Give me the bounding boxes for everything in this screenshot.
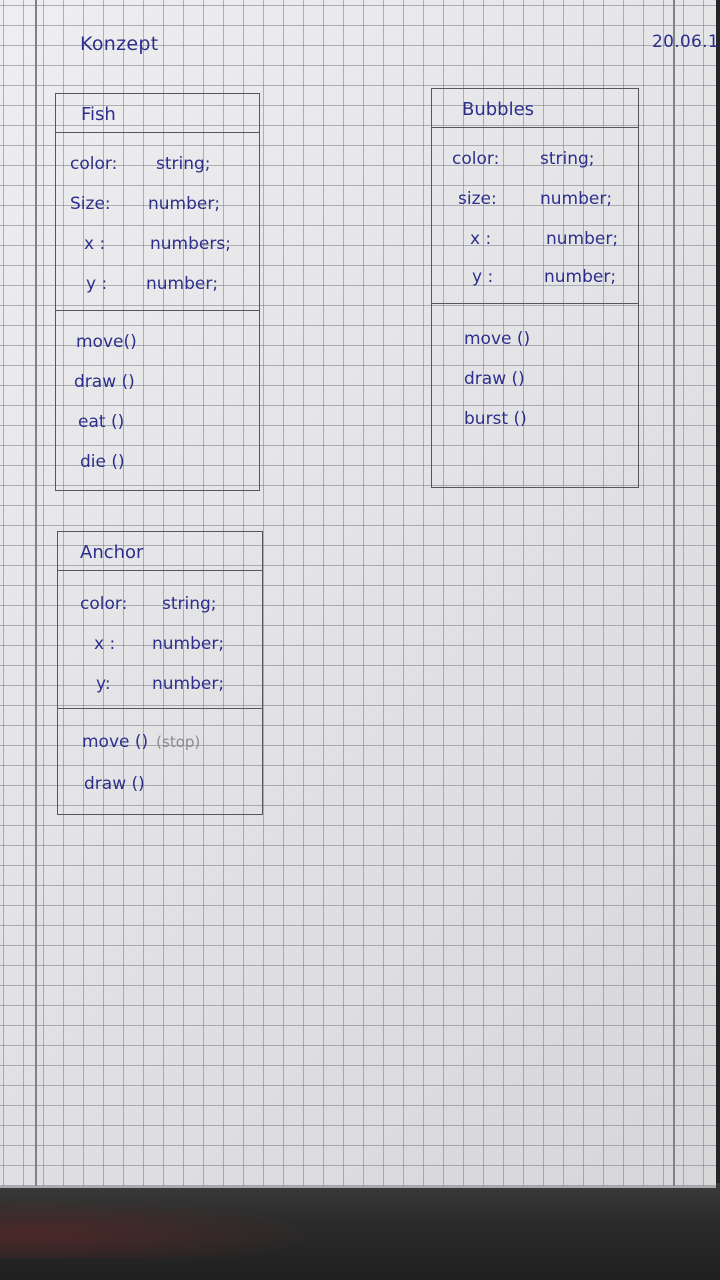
- attribute-colon: :: [111, 154, 118, 174]
- method-row: eat (): [78, 412, 125, 432]
- attribute-type: string;: [162, 594, 217, 614]
- table-surface: [0, 1183, 720, 1280]
- attribute-name: Size: [70, 194, 105, 214]
- attribute-row: [470, 229, 619, 249]
- attribute-name: x: [470, 229, 481, 249]
- right-margin-line: [673, 0, 675, 1186]
- method-name: move (): [82, 732, 149, 752]
- attribute-type: number;: [152, 634, 225, 654]
- class-divider: [56, 310, 259, 311]
- left-margin-line: [35, 0, 37, 1186]
- attribute-colon: :: [490, 189, 497, 209]
- class-divider: [56, 132, 259, 133]
- attribute-colon: :: [493, 149, 500, 169]
- method-row: draw (): [464, 369, 525, 389]
- class-name-fish: Fish: [81, 104, 116, 125]
- attribute-name: color: [70, 154, 112, 174]
- attribute-name: y: [472, 267, 483, 287]
- attribute-type: string;: [540, 149, 595, 169]
- attribute-name: color: [452, 149, 494, 169]
- attribute-type: numbers;: [150, 234, 231, 254]
- class-box-bubbles: [431, 88, 639, 488]
- class-divider: [432, 127, 638, 128]
- attribute-colon: :: [480, 229, 492, 249]
- attribute-row: [70, 154, 211, 174]
- attribute-name: x: [94, 634, 105, 654]
- attribute-row: [94, 634, 225, 654]
- attribute-row: [80, 594, 217, 614]
- attribute-colon: :: [104, 194, 111, 214]
- class-name-bubbles: Bubbles: [462, 99, 535, 120]
- attribute-row: [472, 267, 617, 287]
- attribute-type: number;: [148, 194, 221, 214]
- method-note: (stop): [156, 733, 201, 751]
- page-date: 20.06.1: [652, 32, 719, 52]
- attribute-row: [86, 274, 219, 294]
- attribute-type: number;: [544, 267, 617, 287]
- class-name-anchor: Anchor: [80, 542, 144, 563]
- attribute-type: string;: [156, 154, 211, 174]
- method-row: burst (): [464, 409, 527, 429]
- method-row: draw (): [74, 372, 135, 392]
- attribute-row: [70, 194, 221, 214]
- attribute-row: [84, 234, 231, 254]
- attribute-name: y: [86, 274, 97, 294]
- attribute-row: [458, 189, 613, 209]
- attribute-row: [452, 149, 595, 169]
- attribute-name: x: [84, 234, 95, 254]
- method-row: die (): [80, 452, 125, 472]
- attribute-colon: :: [121, 594, 128, 614]
- class-box-fish: [55, 93, 260, 491]
- attribute-type: number;: [152, 674, 225, 694]
- attribute-name: color: [80, 594, 122, 614]
- method-row: move (): [464, 329, 531, 349]
- attribute-type: number;: [540, 189, 613, 209]
- attribute-colon: :: [104, 634, 116, 654]
- attribute-name: size: [458, 189, 491, 209]
- class-divider: [432, 303, 638, 304]
- attribute-type: number;: [146, 274, 219, 294]
- attribute-type: number;: [546, 229, 619, 249]
- attribute-colon: :: [94, 234, 106, 254]
- method-row: draw (): [84, 774, 145, 794]
- method-row: move(): [76, 332, 137, 352]
- class-divider: [58, 570, 262, 571]
- class-divider: [58, 708, 262, 709]
- page-title: Konzept: [80, 33, 159, 55]
- attribute-colon: :: [96, 274, 108, 294]
- attribute-colon: :: [482, 267, 494, 287]
- attribute-row: [96, 674, 225, 694]
- attribute-colon: :: [104, 674, 111, 694]
- class-box-anchor: [57, 531, 263, 815]
- method-row: [82, 732, 200, 752]
- attribute-name: y: [96, 674, 105, 694]
